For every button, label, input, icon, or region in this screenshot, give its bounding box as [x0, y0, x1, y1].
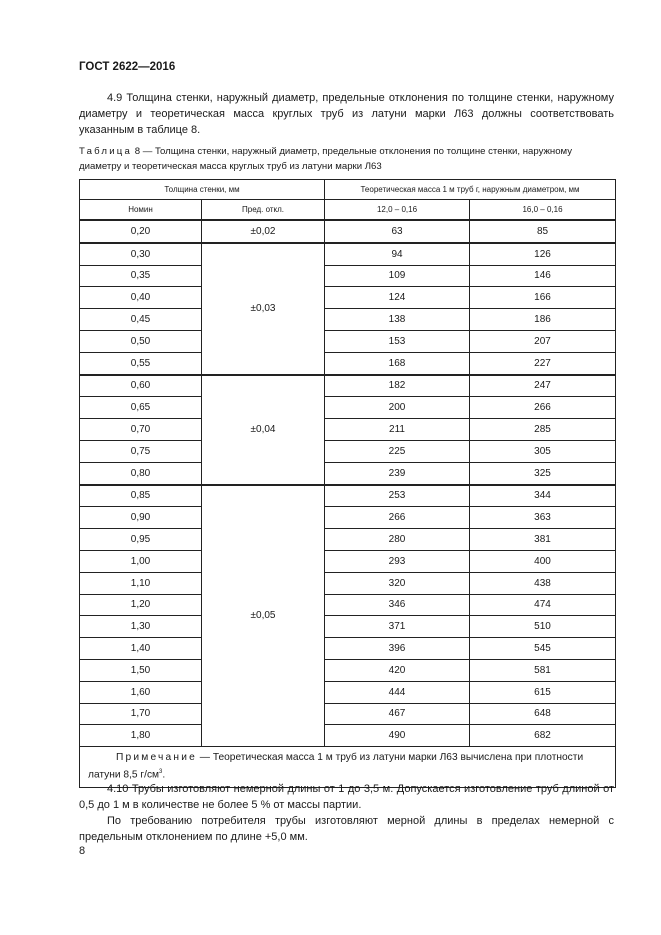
cell-mass-d16: 474 — [470, 594, 616, 616]
cell-nominal: 0,40 — [80, 287, 202, 309]
cell-mass-d12: 266 — [325, 507, 470, 529]
cell-nominal: 0,50 — [80, 330, 202, 352]
cell-mass-d16: 381 — [470, 529, 616, 551]
cell-mass-d16: 615 — [470, 681, 616, 703]
table-row — [80, 594, 616, 616]
cell-tolerance: ±0,04 — [202, 375, 325, 485]
cell-mass-d12: 225 — [325, 440, 470, 462]
table-row — [80, 462, 616, 484]
table-row — [80, 419, 616, 441]
cell-mass-d12: 320 — [325, 572, 470, 594]
note-text: — Теоретическая масса 1 м труб из латуни марки Л63 вычислена при плотности латуни 8,5 г/см — [88, 752, 584, 781]
cell-nominal: 0,75 — [80, 440, 202, 462]
table-row — [80, 572, 616, 594]
cell-nominal: 1,20 — [80, 594, 202, 616]
cell-nominal: 1,00 — [80, 550, 202, 572]
note-label: Примечание — [116, 752, 197, 764]
table-caption-text: 8 — Толщина стенки, наружный диаметр, предельные отклонения по толщине стенки, наружному диаметру и теоретическая масса круглых труб из латуни марки Л63 — [79, 146, 573, 172]
cell-mass-d16: 682 — [470, 725, 616, 747]
cell-tolerance: ±0,03 — [202, 243, 325, 375]
cell-mass-d16: 305 — [470, 440, 616, 462]
cell-nominal: 1,80 — [80, 725, 202, 747]
pipe-mass-table — [79, 179, 616, 788]
paragraph-4-9: 4.9 Толщина стенки, наружный диаметр, предельные отклонения по толщине стенки, наружному диаметру и теоретическая масса круглых труб из латуни марки Л63 должны соответствовать указанным в таблице 8. — [79, 92, 614, 136]
cell-tolerance: ±0,05 — [202, 485, 325, 747]
cell-nominal: 1,30 — [80, 616, 202, 638]
table-row — [80, 681, 616, 703]
cell-mass-d16: 363 — [470, 507, 616, 529]
cell-nominal: 0,35 — [80, 265, 202, 287]
table-row — [80, 220, 616, 243]
cell-mass-d12: 63 — [325, 220, 470, 243]
table-caption-label: Таблица — [79, 146, 133, 157]
cell-mass-d12: 124 — [325, 287, 470, 309]
table-row — [80, 309, 616, 331]
cell-mass-d16: 166 — [470, 287, 616, 309]
cell-nominal: 1,40 — [80, 638, 202, 660]
paragraph-4-10: 4.10 Трубы изготовляют немерной длины от 1 до 3,5 м. Допускается изготовление труб длиной от 0,5 до 1 м в количестве не более 5 % от массы партии. — [79, 783, 614, 811]
cell-mass-d16: 344 — [470, 485, 616, 507]
cell-mass-d16: 85 — [470, 220, 616, 243]
cell-mass-d16: 648 — [470, 703, 616, 725]
cell-mass-d12: 182 — [325, 375, 470, 397]
cell-mass-d12: 211 — [325, 419, 470, 441]
cell-mass-d16: 186 — [470, 309, 616, 331]
cell-mass-d16: 285 — [470, 419, 616, 441]
cell-mass-d12: 280 — [325, 529, 470, 551]
table-row — [80, 638, 616, 660]
table-row — [80, 703, 616, 725]
header-tolerance: Пред. откл. — [202, 200, 325, 221]
cell-mass-d12: 346 — [325, 594, 470, 616]
cell-mass-d16: 400 — [470, 550, 616, 572]
cell-nominal: 0,20 — [80, 220, 202, 243]
cell-mass-d12: 168 — [325, 352, 470, 374]
table-row — [80, 375, 616, 397]
cell-mass-d16: 266 — [470, 397, 616, 419]
table-row — [80, 397, 616, 419]
cell-nominal: 0,80 — [80, 462, 202, 484]
header-diameter-12: 12,0 – 0,16 — [325, 200, 470, 221]
cell-mass-d16: 146 — [470, 265, 616, 287]
table-caption — [79, 144, 616, 174]
cell-nominal: 1,50 — [80, 659, 202, 681]
cell-nominal: 0,55 — [80, 352, 202, 374]
cell-mass-d12: 239 — [325, 462, 470, 484]
cell-mass-d16: 227 — [470, 352, 616, 374]
cell-mass-d12: 109 — [325, 265, 470, 287]
table-row — [80, 507, 616, 529]
cell-mass-d16: 581 — [470, 659, 616, 681]
table-row — [80, 725, 616, 747]
table-row — [80, 287, 616, 309]
cell-nominal: 1,60 — [80, 681, 202, 703]
cell-nominal: 0,85 — [80, 485, 202, 507]
table-body — [80, 220, 616, 747]
note-end: . — [162, 769, 166, 781]
cell-mass-d16: 510 — [470, 616, 616, 638]
table-row — [80, 330, 616, 352]
cell-mass-d16: 438 — [470, 572, 616, 594]
note-superscript: 3 — [159, 769, 163, 776]
cell-nominal: 0,60 — [80, 375, 202, 397]
cell-nominal: 1,70 — [80, 703, 202, 725]
cell-tolerance: ±0,02 — [202, 220, 325, 243]
table-row — [80, 550, 616, 572]
header-diameter-16: 16,0 – 0,16 — [470, 200, 616, 221]
cell-mass-d12: 490 — [325, 725, 470, 747]
cell-mass-d16: 207 — [470, 330, 616, 352]
cell-nominal: 1,10 — [80, 572, 202, 594]
cell-mass-d12: 153 — [325, 330, 470, 352]
table-row — [80, 243, 616, 265]
table-row — [80, 616, 616, 638]
table-row — [80, 352, 616, 374]
cell-nominal: 0,70 — [80, 419, 202, 441]
cell-nominal: 0,45 — [80, 309, 202, 331]
section-4-10 — [79, 781, 614, 845]
cell-mass-d12: 444 — [325, 681, 470, 703]
cell-mass-d12: 293 — [325, 550, 470, 572]
cell-mass-d12: 94 — [325, 243, 470, 265]
cell-mass-d12: 138 — [325, 309, 470, 331]
table-row — [80, 440, 616, 462]
table-row — [80, 265, 616, 287]
cell-nominal: 0,95 — [80, 529, 202, 551]
cell-nominal: 0,30 — [80, 243, 202, 265]
cell-mass-d16: 247 — [470, 375, 616, 397]
cell-mass-d16: 545 — [470, 638, 616, 660]
page-number: 8 — [79, 845, 86, 857]
cell-mass-d12: 420 — [325, 659, 470, 681]
cell-mass-d12: 467 — [325, 703, 470, 725]
paragraph-4-10-request: По требованию потребителя трубы изготовляют мерной длины в пределах немерной с предельным отклонением по длине +5,0 мм. — [79, 815, 614, 843]
cell-mass-d12: 396 — [325, 638, 470, 660]
cell-mass-d12: 253 — [325, 485, 470, 507]
cell-mass-d12: 371 — [325, 616, 470, 638]
cell-nominal: 0,90 — [80, 507, 202, 529]
standard-title: ГОСТ 2622—2016 — [79, 61, 176, 73]
cell-nominal: 0,65 — [80, 397, 202, 419]
cell-mass-d16: 325 — [470, 462, 616, 484]
header-theoretical-mass: Теоретическая масса 1 м труб г, наружным диаметром, мм — [325, 180, 616, 200]
table-row — [80, 529, 616, 551]
header-nominal: Номин — [80, 200, 202, 221]
cell-mass-d16: 126 — [470, 243, 616, 265]
header-wall-thickness: Толщина стенки, мм — [80, 180, 325, 200]
table-row — [80, 659, 616, 681]
table-row — [80, 485, 616, 507]
cell-mass-d12: 200 — [325, 397, 470, 419]
